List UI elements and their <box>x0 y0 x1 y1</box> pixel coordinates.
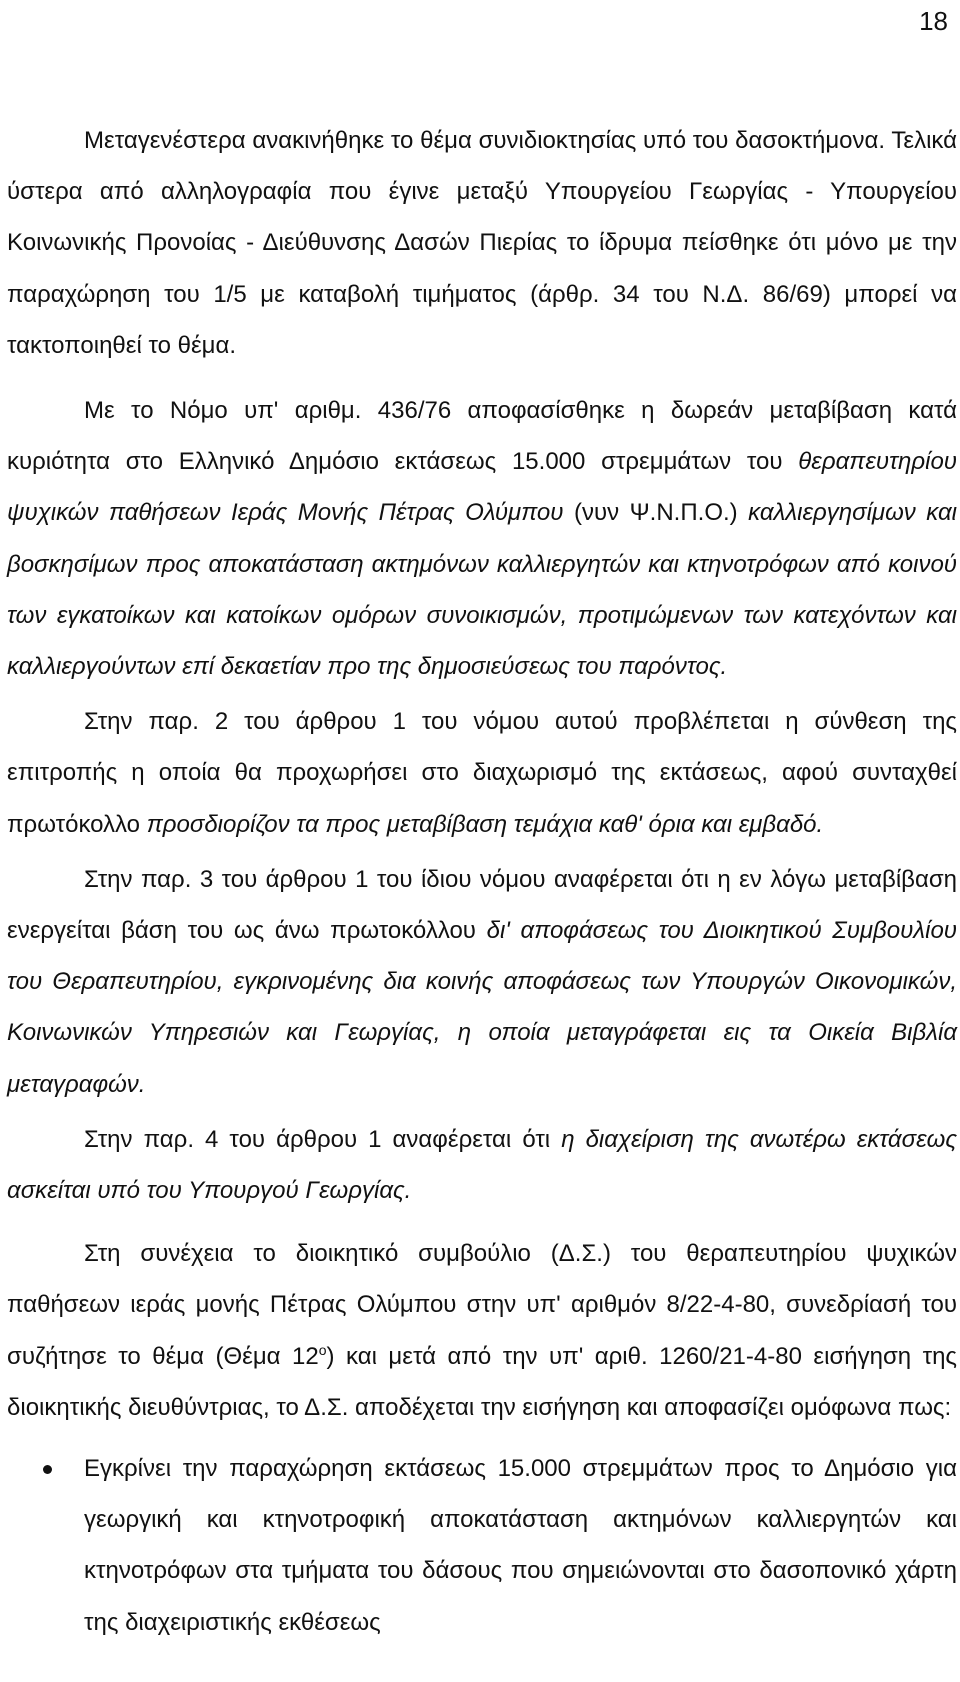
paragraph-par-2-emphasis: προσδιορίζον τα προς μεταβίβαση τεμάχια καθ' όρια και εμβαδό. <box>146 810 824 838</box>
paragraph-law-436-76-abbrev: (νυν Ψ.Ν.Π.Ο.) <box>563 499 749 527</box>
paragraph-law-436-76 <box>7 385 957 692</box>
paragraph-board-decision <box>7 1228 957 1433</box>
paragraph-board-decision-text-a: Στη συνέχεια το διοικητικό συμβούλιο (Δ.Σ.) του θεραπευτηρίου ψυχικών παθήσεων ιεράς μονής Πέτρας Ολύμπου στην υπ' αριθμόν 8/22-4-80, συνεδρίασή του συζήτησε το θέμα (Θέμα 12 <box>7 1240 957 1370</box>
bullet-icon <box>43 1465 52 1474</box>
bullet-list-item-text: Εγκρίνει την παραχώρηση εκτάσεως 15.000 στρεμμάτων προς το Δημόσιο για γεωργική και κτηνοτροφική αποκατάσταση ακτημόνων καλλιεργητών και κτηνοτρόφων στα τμήματα του δάσους που σημειώνονται στο δασοπονικό χάρτη της διαχειριστικής εκθέσεως <box>84 1455 957 1636</box>
paragraph-par-3-emphasis: δι' αποφάσεως του Διοικητικού Συμβουλίου του Θεραπευτηρίου, εγκρινομένης δια κοινής αποφάσεως των Υπουργών Οικονομικών, Κοινωνικών Υπηρεσιών και Γεωργίας, η οποία μεταγράφεται εις τα Οικεία Βιβλία μεταγραφών. <box>7 917 957 1098</box>
paragraph-board-decision-text-b: ) και μετά από την υπ' αριθ. 1260/21-4-80 εισήγηση της διοικητικής διευθύντριας, το Δ.Σ. αποδέχεται την εισήγηση και αποφασίζει ομόφωνα πως: <box>7 1342 957 1421</box>
paragraph-par-3 <box>7 854 957 1110</box>
paragraph-par-2 <box>7 696 957 850</box>
paragraph-par-2-text: Στην παρ. 2 του άρθρου 1 του νόμου αυτού προβλέπεται η σύνθεση της επιτροπής η οποία θα προχωρήσει στο διαχωρισμό της εκτάσεως, αφού συνταχθεί πρωτόκολλο <box>7 708 957 838</box>
paragraph-par-4-text: Στην παρ. 4 του άρθρου 1 αναφέρεται ότι <box>84 1125 562 1153</box>
bullet-list-item <box>7 1443 957 1648</box>
paragraph-law-436-76-purpose: καλλιεργησίμων και βοσκησίμων προς αποκατάσταση ακτημόνων καλλιεργητών και κτηνοτρόφων από κοινού των εγκατοίκων και κατοίκων ομόρων συνοικισμών, προτιμώμενων των κατεχόντων και καλλιεργούντων επί δεκαετίαν προ της δημοσιεύσεως του παρόντος. <box>7 499 957 681</box>
paragraph-par-4-emphasis: η διαχείριση της ανωτέρω εκτάσεως ασκείται υπό του Υπουργού Γεωργίας. <box>7 1125 957 1205</box>
superscript-o: ο <box>318 1341 327 1358</box>
document-body <box>7 115 957 1648</box>
paragraph-par-3-text: Στην παρ. 3 του άρθρου 1 του ίδιου νόμου αναφέρεται ότι η εν λόγω μεταβίβαση ενεργείται βάση του ως άνω πρωτοκόλλου <box>7 865 957 945</box>
paragraph-co-ownership: Μεταγενέστερα ανακινήθηκε το θέμα συνιδιοκτησίας υπό του δασοκτήμονα. Τελικά ύστερα από αλληλογραφία που έγινε μεταξύ Υπουργείου Γεωργίας - Υπουργείου Κοινωνικής Προνοίας - Διεύθυνσης Δασών Πιερίας το ίδρυμα πείσθηκε ότι μόνο με την παραχώρηση του 1/5 με καταβολή τιμήματος (άρθρ. 34 του Ν.Δ. 86/69) μπορεί να τακτοποιηθεί το θέμα. <box>7 127 957 359</box>
paragraph-law-436-76-intro: Με το Νόμο υπ' αριθμ. 436/76 αποφασίσθηκε η δωρεάν μεταβίβαση κατά κυριότητα στο Ελληνικό Δημόσιο εκτάσεως 15.000 στρεμμάτων του <box>7 397 957 476</box>
paragraph-par-4 <box>7 1114 957 1216</box>
page-number: 18 <box>919 6 948 36</box>
paragraph-law-436-76-institution: θεραπευτηρίου ψυχικών παθήσεων Ιεράς Μονής Πέτρας Ολύμπου <box>7 448 957 527</box>
